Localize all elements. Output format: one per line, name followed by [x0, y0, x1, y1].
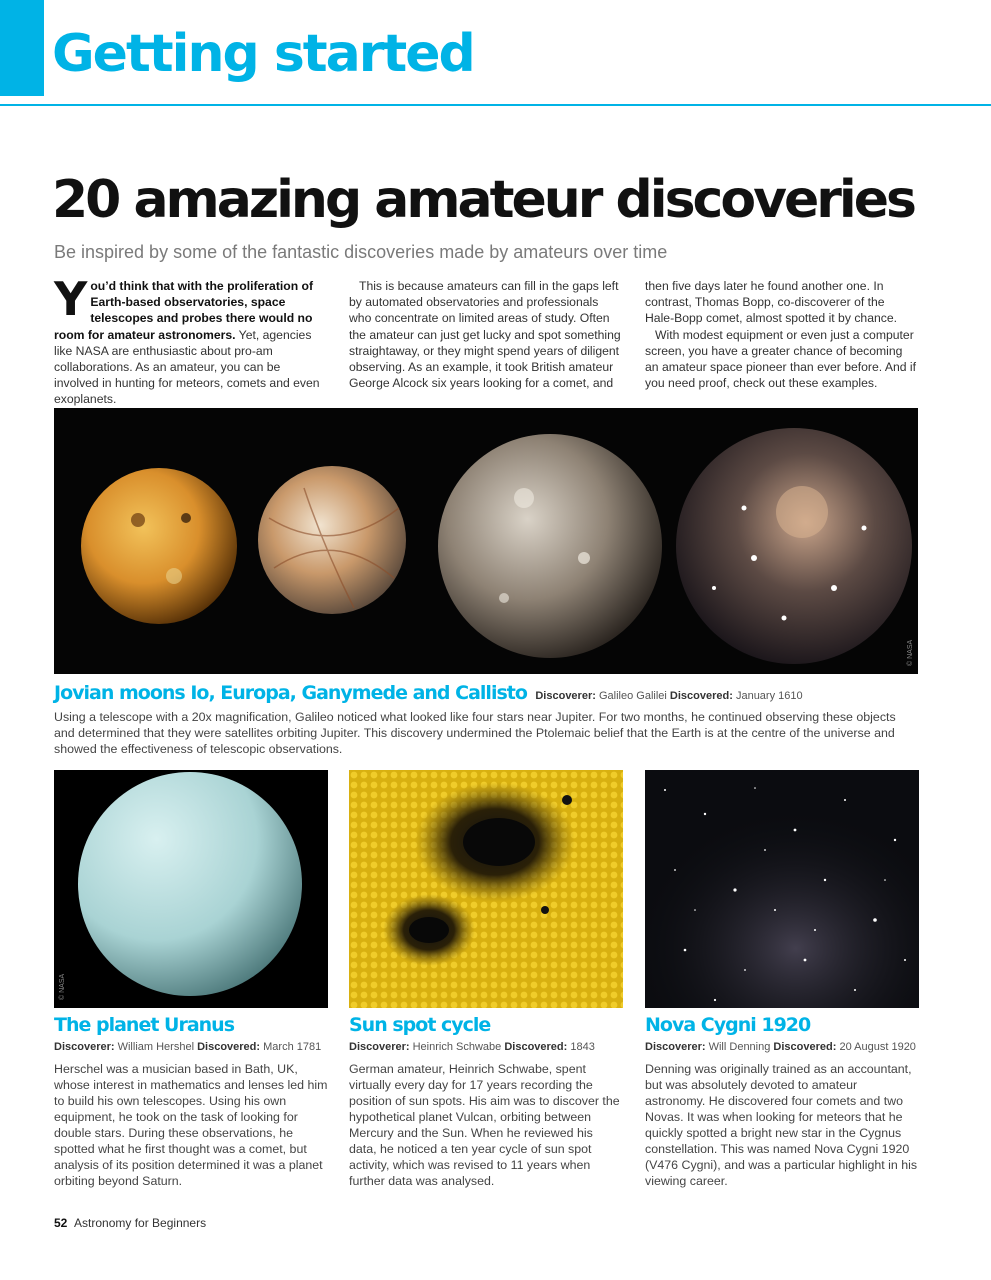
intro-text: Yet, agencies like NASA are enthusiastic about pro-am collaborations. As an amateur, you can be involved in hunting for meteors, comets and even exoplanets.: [54, 327, 320, 407]
uranus-planet: [78, 772, 302, 996]
intro-text: This is because amateurs can fill in the gaps left by automated observatories and professionals who concentrate on limited areas of study. Often the amateur can just get lucky and spot something straightaway, or they might spend years of diligent observing. As an example, it took British amateur George Alcock six years looking for a comet, and: [349, 279, 621, 391]
card-title: Sun spot cycle: [349, 1014, 491, 1036]
card-meta: Discoverer: Heinrich Schwabe Discovered: 1843: [349, 1041, 595, 1053]
featured-title: Jovian moons Io, Europa, Ganymede and Callisto: [54, 682, 527, 704]
intro-lead: ou’d think that with the proliferation of Earth-based observatories, space telescopes and probes there would no room for amateur astronomers.: [54, 279, 314, 342]
article-subtitle: Be inspired by some of the fantastic discoveries made by amateurs over time: [54, 242, 668, 262]
card-body: Herschel was a musician based in Bath, UK, whose interest in mathematics and lenses led him to build his own telescopes. Using his own equipment, he took on the task of looking for double stars. During these observations, he spotted what he first thought was a comet, but analysis of its position determined it was a planet orbiting beyond Saturn.: [54, 1062, 328, 1188]
card-title: Nova Cygni 1920: [645, 1014, 811, 1036]
intro-column-2: [349, 278, 621, 391]
starfield-illustration: [645, 770, 919, 1008]
sunspot-photo: [349, 770, 623, 1008]
card-body: German amateur, Heinrich Schwabe, spent virtually every day for 17 years recording the position of sun spots. His aim was to discover the hypothetical planet Vulcan, orbiting between Mercury and the Sun. When he reviewed his data, he noticed a ten year cycle of sun spot activity, which was revised to 11 years when further data was analysed.: [349, 1062, 620, 1188]
card-title: The planet Uranus: [54, 1014, 235, 1036]
uranus-photo: [54, 770, 328, 1008]
intro-column-3: [645, 278, 917, 391]
featured-meta: Discoverer: Galileo Galilei Discovered: January 1610: [535, 690, 803, 702]
article-title: 20 amazing amateur discoveries: [52, 170, 914, 230]
card-body: Denning was originally trained as an accountant, but was absolutely devoted to amateur astronomy. He discovered four comets and two Novas. It was when looking for meteors that he quickly spotted a bright new star in the Cygnus constellation. This was named Nova Cygni 1920 (V476 Cygni), and was a particular highlight in his viewing career.: [645, 1062, 918, 1188]
sunspot-illustration: [349, 770, 623, 1008]
callisto-moon: [676, 428, 912, 664]
header-rule: [0, 104, 991, 106]
photo-credit: © NASA: [907, 639, 914, 666]
section-color-tab: [0, 0, 44, 96]
ganymede-moon: [438, 434, 662, 658]
page-number: 52: [54, 1216, 68, 1230]
drop-cap: Y: [54, 272, 88, 326]
card-meta: Discoverer: William Hershel Discovered: March 1781: [54, 1041, 322, 1053]
intro-paragraph: then five days later he found another one. In contrast, Thomas Bopp, co-discoverer of the Hale-Bopp comet, almost spotted it by chance.: [645, 279, 898, 326]
europa-moon: [258, 466, 406, 614]
publication-name: Astronomy for Beginners: [74, 1216, 207, 1230]
page-footer: [54, 1216, 206, 1230]
card-meta: Discoverer: Will Denning Discovered: 20 August 1920: [645, 1041, 916, 1053]
featured-body: Using a telescope with a 20x magnification, Galileo noticed what looked like four stars near Jupiter. For two months, he continued observing these objects and determined that they were satellites orbiting Jupiter. This discovery undermined the Ptolemaic belief that the Earth is at the centre of the universe and showed the effectiveness of telescopic observations.: [54, 710, 896, 756]
nova-cygni-photo: [645, 770, 919, 1008]
jovian-moons-photo: [54, 408, 918, 674]
jovian-moons-illustration: [54, 408, 918, 674]
featured-heading: [54, 682, 803, 704]
photo-credit: © NASA: [59, 973, 66, 1000]
uranus-illustration: [54, 770, 328, 1008]
section-title: Getting started: [52, 24, 474, 84]
intro-paragraph: With modest equipment or even just a computer screen, you have a greater chance of becoming an amateur space pioneer than ever before. And if you need proof, check out these examples.: [645, 327, 917, 391]
intro-column-1: [54, 272, 326, 408]
io-moon: [81, 468, 237, 624]
